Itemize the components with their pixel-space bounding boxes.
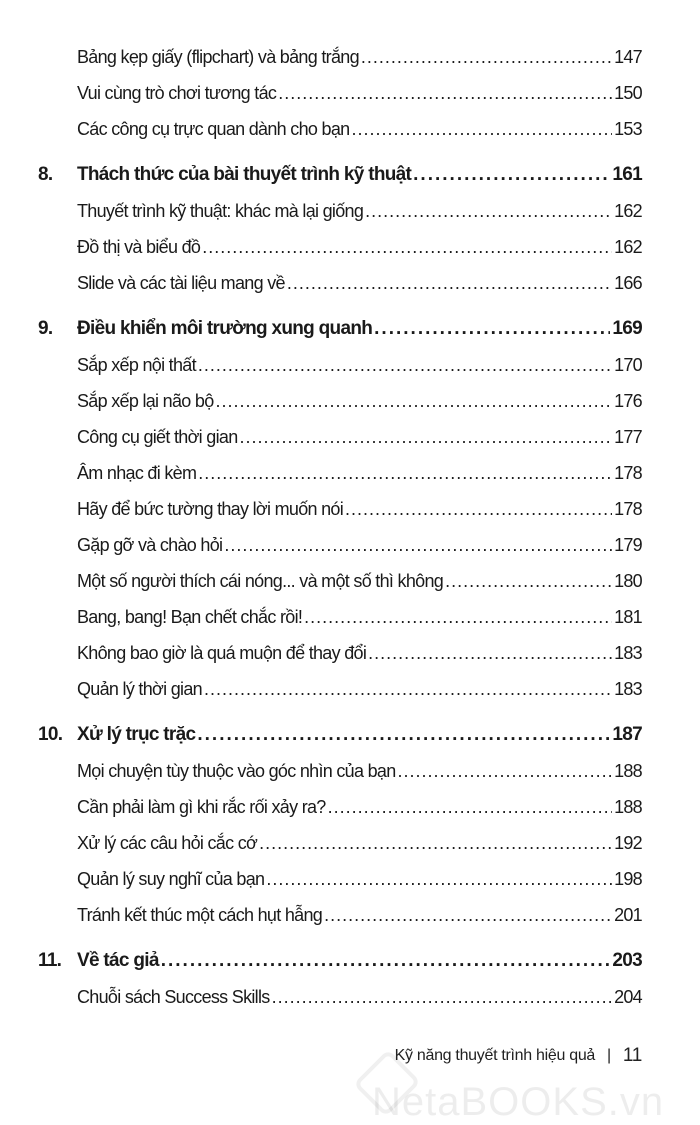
entry-page-number: 169: [612, 318, 642, 339]
toc-section-entry[interactable]: [38, 861, 642, 897]
entry-title: Xử lý trục trặc: [77, 724, 196, 745]
dot-leader: [287, 273, 612, 294]
footer-page-number: 11: [622, 1045, 642, 1066]
dot-leader: [445, 571, 612, 592]
dot-leader: [361, 47, 612, 68]
toc-section-entry[interactable]: [38, 491, 642, 527]
entry-title: Không bao giờ là quá muộn để thay đổi: [77, 642, 367, 663]
toc-section-entry[interactable]: [38, 563, 642, 599]
dot-leader: [328, 797, 612, 818]
dot-leader: [278, 83, 612, 104]
entry-page-number: 178: [614, 498, 642, 519]
toc-chapter-entry[interactable]: [38, 717, 642, 753]
toc-section-entry[interactable]: [38, 635, 642, 671]
dot-leader: [351, 119, 612, 140]
toc-section-entry[interactable]: [38, 979, 642, 1015]
entry-title: Về tác giả: [77, 950, 159, 971]
entry-page-number: 192: [614, 832, 642, 853]
dot-leader: [202, 237, 612, 258]
toc-section-entry[interactable]: [38, 527, 642, 563]
entry-page-number: 162: [614, 200, 642, 221]
dot-leader: [197, 724, 610, 746]
chapter-number: 9.: [38, 318, 53, 339]
entry-page-number: 203: [612, 950, 642, 971]
toc-section-entry[interactable]: [38, 265, 642, 301]
page-footer: [395, 1045, 642, 1067]
entry-page-number: 201: [614, 904, 642, 925]
entry-title: Quản lý suy nghĩ của bạn: [77, 868, 265, 889]
entry-page-number: 161: [612, 164, 642, 185]
footer-separator: |: [607, 1047, 611, 1064]
toc-section-entry[interactable]: [38, 789, 642, 825]
entry-page-number: 170: [614, 354, 642, 375]
chapter-number: 8.: [38, 164, 53, 185]
entry-title: Hãy để bức tường thay lời muốn nói: [77, 498, 344, 519]
toc-section-entry[interactable]: [38, 599, 642, 635]
toc-section-entry[interactable]: [38, 455, 642, 491]
dot-leader: [161, 950, 611, 972]
entry-title: Thuyết trình kỹ thuật: khác mà lại giống: [77, 200, 364, 221]
entry-page-number: 176: [614, 390, 642, 411]
dot-leader: [374, 318, 610, 340]
entry-page-number: 179: [614, 534, 642, 555]
dot-leader: [365, 201, 612, 222]
toc-section-entry[interactable]: [38, 419, 642, 455]
entry-title: Sắp xếp lại não bộ: [77, 390, 214, 411]
toc-section-entry[interactable]: [38, 347, 642, 383]
entry-page-number: 177: [614, 426, 642, 447]
entry-page-number: 162: [614, 236, 642, 257]
dot-leader: [240, 427, 613, 448]
toc-chapter-entry[interactable]: [38, 943, 642, 979]
entry-title: Đồ thị và biểu đồ: [77, 236, 201, 257]
entry-title: Gặp gỡ và chào hỏi: [77, 534, 223, 555]
toc-section-entry[interactable]: [38, 111, 642, 147]
entry-title: Slide và các tài liệu mang về: [77, 272, 285, 293]
dot-leader: [413, 164, 610, 186]
entry-title: Vui cùng trò chơi tương tác: [77, 82, 277, 103]
toc-section-entry[interactable]: [38, 75, 642, 111]
entry-title: Thách thức của bài thuyết trình kỹ thuật: [77, 164, 412, 185]
entry-title: Bang, bang! Bạn chết chắc rồi!: [77, 606, 303, 627]
entry-title: Âm nhạc đi kèm: [77, 462, 197, 483]
toc-section-entry[interactable]: [38, 897, 642, 933]
entry-page-number: 204: [614, 986, 642, 1007]
dot-leader: [398, 761, 613, 782]
entry-title: Sắp xếp nội thất: [77, 354, 196, 375]
dot-leader: [304, 607, 612, 628]
entry-page-number: 180: [614, 570, 642, 591]
dot-leader: [216, 391, 613, 412]
dot-leader: [266, 869, 612, 890]
entry-title: Chuỗi sách Success Skills: [77, 986, 270, 1007]
dot-leader: [324, 905, 612, 926]
toc-chapter-entry[interactable]: [38, 157, 642, 193]
entry-title: Công cụ giết thời gian: [77, 426, 238, 447]
dot-leader: [204, 679, 612, 700]
table-of-contents: [38, 39, 642, 1015]
entry-title: Các công cụ trực quan dành cho bạn: [77, 118, 350, 139]
entry-title: Bảng kẹp giấy (flipchart) và bảng trắng: [77, 46, 359, 67]
toc-section-entry[interactable]: [38, 671, 642, 707]
toc-section-entry[interactable]: [38, 753, 642, 789]
dot-leader: [198, 463, 612, 484]
toc-section-entry[interactable]: [38, 39, 642, 75]
entry-page-number: 150: [614, 82, 642, 103]
watermark: NetaBOOKS.vn: [372, 1080, 665, 1124]
entry-title: Cần phải làm gì khi rắc rối xảy ra?: [77, 796, 326, 817]
chapter-number: 11.: [38, 950, 62, 971]
entry-page-number: 198: [614, 868, 642, 889]
toc-section-entry[interactable]: [38, 229, 642, 265]
entry-page-number: 183: [614, 642, 642, 663]
dot-leader: [198, 355, 612, 376]
entry-page-number: 188: [614, 760, 642, 781]
entry-title: Tránh kết thúc một cách hụt hẫng: [77, 904, 323, 925]
entry-title: Một số người thích cái nóng... và một số thì không: [77, 570, 444, 591]
entry-page-number: 153: [614, 118, 642, 139]
entry-page-number: 178: [614, 462, 642, 483]
entry-page-number: 188: [614, 796, 642, 817]
entry-page-number: 181: [614, 606, 642, 627]
entry-page-number: 187: [612, 724, 642, 745]
toc-section-entry[interactable]: [38, 193, 642, 229]
toc-chapter-entry[interactable]: [38, 311, 642, 347]
entry-title: Mọi chuyện tùy thuộc vào góc nhìn của bạn: [77, 760, 396, 781]
dot-leader: [259, 833, 612, 854]
entry-title: Xử lý các câu hỏi cắc cớ: [77, 832, 258, 853]
dot-leader: [272, 987, 612, 1008]
dot-leader: [224, 535, 612, 556]
chapter-number: 10.: [38, 724, 63, 745]
entry-page-number: 166: [614, 272, 642, 293]
entry-title: Điều khiển môi trường xung quanh: [77, 318, 373, 339]
entry-page-number: 183: [614, 678, 642, 699]
dot-leader: [345, 499, 612, 520]
toc-section-entry[interactable]: [38, 383, 642, 419]
dot-leader: [368, 643, 612, 664]
toc-section-entry[interactable]: [38, 825, 642, 861]
entry-title: Quản lý thời gian: [77, 678, 202, 699]
entry-page-number: 147: [614, 46, 642, 67]
footer-book-title: Kỹ năng thuyết trình hiệu quả: [394, 1047, 596, 1064]
